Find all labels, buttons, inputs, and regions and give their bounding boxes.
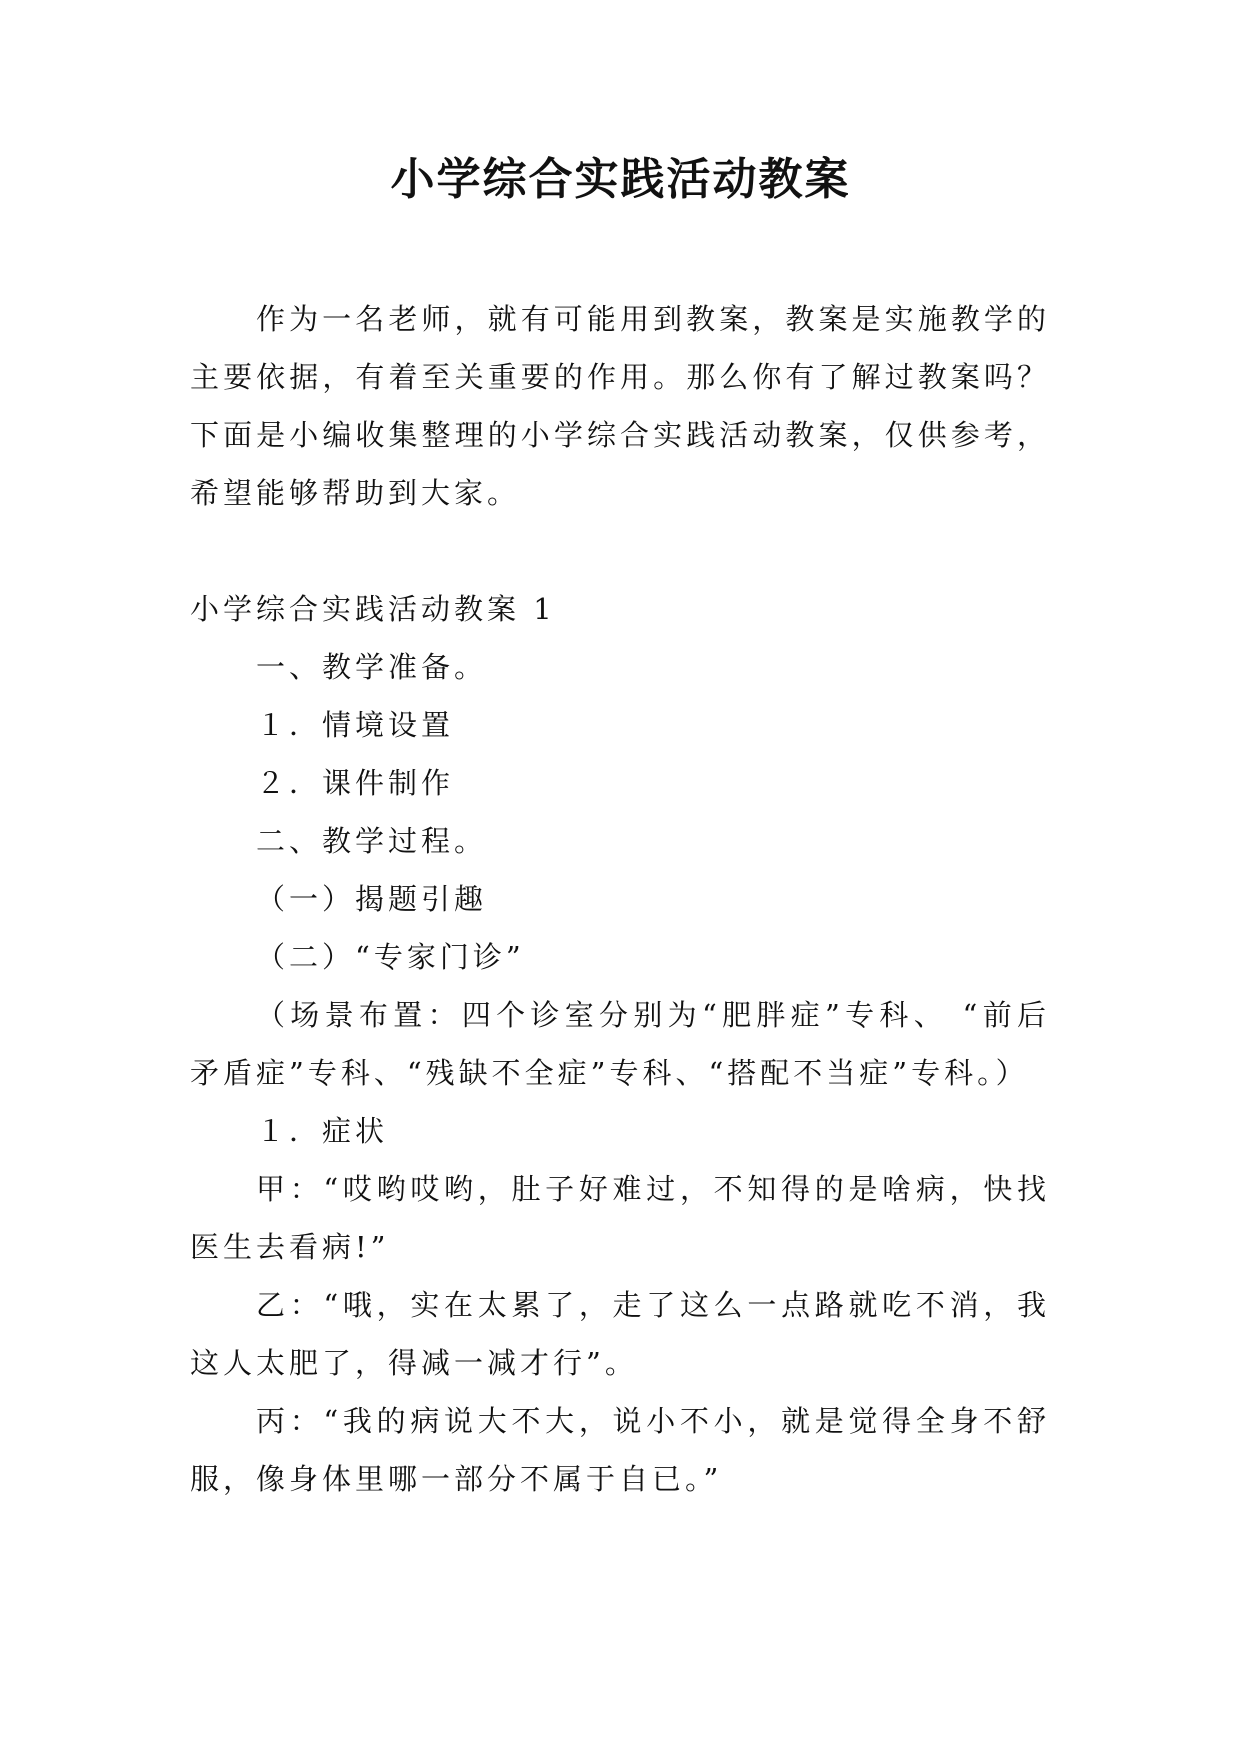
- item-teaching-process: 二、教学过程。: [256, 824, 488, 858]
- page-title: 小学综合实践活动教案: [390, 154, 851, 205]
- item-symptom: １．症状: [256, 1114, 389, 1148]
- item-teaching-prep: 一、教学准备。: [256, 650, 488, 684]
- scene-setup-paragraph: （场景布置：四个诊室分别为“肥胖症”专科、 “前后矛盾症”专科、“残缺不全症”专科、“搭配不当症”专科。）: [190, 998, 1050, 1090]
- dialogue-jia: 甲：“哎哟哎哟，肚子好难过，不知得的是啥病，快找医生去看病!”: [190, 1172, 1050, 1264]
- intro-paragraph: 作为一名老师，就有可能用到教案，教案是实施教学的主要依据，有着至关重要的作用。那么你有了解过教案吗？下面是小编收集整理的小学综合实践活动教案，仅供参考，希望能够帮助到大家。: [190, 302, 1050, 510]
- dialogue-yi: 乙：“哦，实在太累了，走了这么一点路就吃不消，我这人太肥了，得减一减才行”。: [190, 1288, 1050, 1380]
- section-heading: 小学综合实践活动教案 1: [190, 592, 556, 626]
- item-process-clinic: （二）“专家门诊”: [256, 940, 525, 974]
- dialogue-bing: 丙：“我的病说大不大，说小不小，就是觉得全身不舒服，像身体里哪一部分不属于自已。”: [190, 1404, 1050, 1496]
- document-body: [190, 290, 1050, 1508]
- item-prep-courseware: ２．课件制作: [256, 766, 455, 800]
- item-process-intro: （一）揭题引趣: [256, 882, 488, 916]
- item-prep-scenario: １．情境设置: [256, 708, 455, 742]
